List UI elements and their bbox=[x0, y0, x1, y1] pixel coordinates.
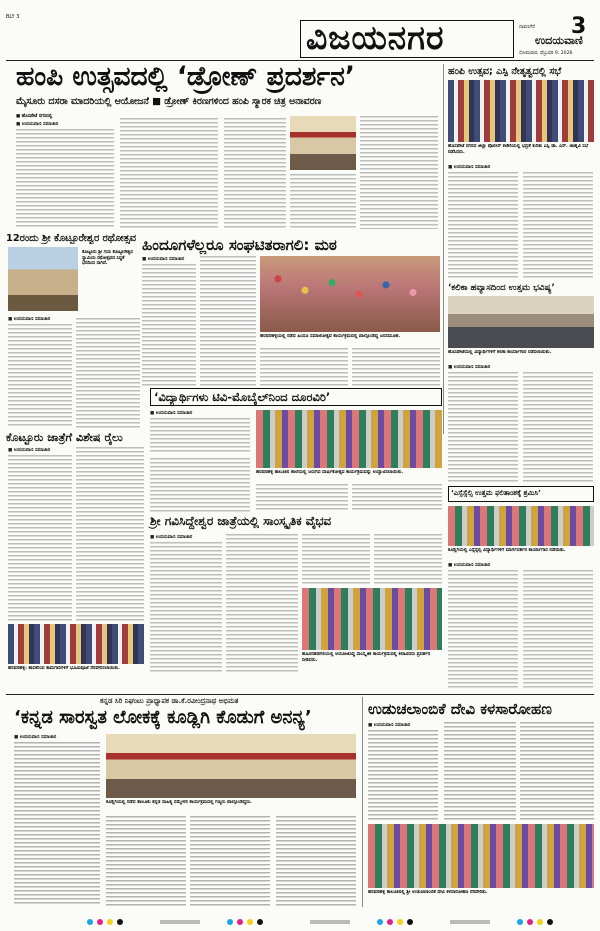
bottom-left-byline: ■ ಉದಯವಾಣಿ ಸಮಾಚಾರ bbox=[14, 735, 57, 740]
students-byline: ■ ಉದಯವಾಣಿ ಸಮಾಚಾರ bbox=[150, 411, 193, 416]
center-byline: ■ ಉದಯವಾಣಿ ಸಮಾಚಾರ bbox=[142, 257, 185, 262]
bottom-left-kicker: ಕನ್ನಡ ಸಿರಿ ನಿಘಂಟು ಪ್ರಾಧ್ಯಾಪಕ ಡಾ.ಕೆ.ರವೀಂದ್ರನಾಥ ಅಭಿಮತ bbox=[100, 697, 239, 705]
kottur-column-1 bbox=[8, 324, 72, 428]
lead-column-4 bbox=[290, 174, 356, 229]
bottom-right-headline: ಉಡುಚಲಾಂಬಿಕೆ ದೇವಿ ಕಳಸಾರೋಹಣ bbox=[368, 700, 552, 718]
bottom-right-byline: ■ ಉದಯವಾಣಿ ಸಮಾಚಾರ bbox=[368, 723, 411, 728]
bottom-left-column-1 bbox=[14, 742, 100, 906]
culture-byline: ■ ಉದಯವಾಣಿ ಸಮಾಚಾರ bbox=[150, 535, 193, 540]
lead-column-3 bbox=[224, 118, 286, 229]
fair-column-2 bbox=[76, 447, 144, 621]
students-photo bbox=[256, 410, 442, 468]
bottom-left-column-3 bbox=[190, 816, 270, 906]
bottom-left-column-4 bbox=[276, 816, 356, 906]
lead-byline: ■ ಉದಯವಾಣಿ ಸಮಾಚಾರ bbox=[16, 122, 59, 127]
lead-column-5 bbox=[360, 116, 438, 229]
color-registration-icon bbox=[80, 917, 600, 927]
kottur-temple-photo bbox=[8, 247, 78, 311]
result-photo bbox=[448, 506, 594, 546]
bottom-left-headline: ‘ಕನ್ನಡ ಸಾರಸ್ವತ ಲೋಕಕ್ಕೆ ಕೂಡ್ಲಿಗಿ ಕೊಡುಗೆ ಅನನ್ಯ’ bbox=[14, 707, 312, 728]
students-column-1 bbox=[150, 418, 250, 454]
quality-column-1 bbox=[448, 372, 518, 482]
right-top-column-1 bbox=[448, 172, 518, 280]
students-column-3 bbox=[352, 484, 442, 512]
fair-photo bbox=[8, 624, 144, 664]
culture-column-4 bbox=[374, 534, 442, 584]
center-column-2 bbox=[200, 256, 256, 386]
lead-subhead: ಮೈಸೂರು ದಸರಾ ಮಾದರಿಯಲ್ಲಿ ಆಯೋಜನೆ ■ ಡ್ರೋಣ್ ಕಿರಣಗಳಿಂದ ಹಂಪಿ ಸ್ಮಾರಕ ಚಿತ್ರ ಅನಾವರಣ bbox=[16, 96, 322, 107]
page-number: 3 bbox=[571, 14, 587, 39]
column-divider bbox=[443, 64, 444, 434]
bottom-right-column-3 bbox=[520, 722, 594, 820]
section-title: ವಿಜಯನಗರ bbox=[306, 18, 445, 57]
issue-date: ಸೋಮವಾರ, ಫೆಬ್ರುವರಿ 9, 2026 bbox=[519, 51, 573, 56]
lead-byline-place: ■ ಹೊಸಪೇಟೆ ನಗರದಲ್ಲಿ bbox=[16, 114, 53, 119]
lead-photo-stage bbox=[290, 116, 356, 170]
culture-column-3 bbox=[302, 534, 370, 584]
bottom-left-column-2 bbox=[106, 816, 186, 906]
right-top-column-2 bbox=[523, 172, 593, 280]
fair-headline: ಕೊಟ್ಟೂರು ಜಾತ್ರೆಗೆ ವಿಶೇಷ ರೈಲು bbox=[6, 431, 123, 444]
quality-column-2 bbox=[523, 372, 593, 482]
culture-column-1 bbox=[150, 542, 222, 672]
bottom-right-photo bbox=[368, 824, 594, 888]
kottur-column-2 bbox=[76, 318, 140, 428]
lead-column-2 bbox=[120, 118, 218, 229]
right-top-byline: ■ ಉದಯವಾಣಿ ಸಮಾಚಾರ bbox=[448, 165, 491, 170]
center-caption: ಹರಪನಹಳ್ಳಿಯಲ್ಲಿ ನಡೆದ ಹಿಂದೂ ಸಮಾಜೋತ್ಸವ ಕಾರ್ಯಕ್ರಮದಲ್ಲಿ ಪಾಲ್ಗೊಂಡಿದ್ದ ಜನಸಮೂಹ. bbox=[260, 334, 401, 339]
kottur-headline: 12ರಂದು ಶ್ರೀ ಕೊಟ್ಟೂರೇಶ್ವರ ರಥೋತ್ಸವ bbox=[6, 233, 136, 244]
fair-caption: ಹರಪನಹಳ್ಳಿ: ಶಾಸಕರಿಂದ ಕಾಮಗಾರಿಗಳಿಗೆ ಭೂಮಿಪೂಜೆ ನೆರವೇರಿಸಲಾಯಿತು. bbox=[8, 666, 120, 671]
bottom-section-rule bbox=[6, 694, 594, 695]
center-column-3 bbox=[260, 348, 348, 386]
result-column-1 bbox=[448, 570, 518, 688]
bottom-divider bbox=[362, 697, 363, 907]
bottom-left-photo bbox=[106, 734, 356, 798]
center-headline: ಹಿಂದೂಗಳೆಲ್ಲರೂ ಸಂಘಟಿತರಾಗಲಿ: ಮಠ bbox=[142, 236, 337, 254]
paper-tag: ದಾವಣಗೆರೆ bbox=[519, 25, 535, 30]
quality-headline: ‘ಕಲಿಕಾ ಹವ್ಯಾಸದಿಂದ ಉತ್ತಮ ಭವಿಷ್ಯ’ bbox=[448, 283, 555, 293]
culture-headline: ಶ್ರೀ ಗವಿಸಿದ್ದೇಶ್ವರ ಜಾತ್ರೆಯಲ್ಲಿ ಸಾಂಸ್ಕೃತಿಕ ವೈಭವ bbox=[150, 514, 332, 528]
right-top-photo bbox=[448, 80, 594, 142]
students-column-4 bbox=[150, 458, 250, 512]
paper-name: ಉದಯವಾಣಿ bbox=[535, 34, 583, 47]
center-crowd-photo bbox=[260, 256, 440, 332]
kottur-byline: ■ ಉದಯವಾಣಿ ಸಮಾಚಾರ bbox=[8, 317, 51, 322]
right-top-caption: ಹೊಸಪೇಟೆ ನಗರದ ಜಿಲ್ಲಾ ಪೊಲೀಸ್ ಕಚೇರಿಯಲ್ಲಿ ಭದ್ರತೆ ಕುರಿತು ಎಸ್ಪಿ ಡಾ. ಎಸ್. ಜಾಹ್ನವಿ ಸಭೆ ನಡೆಸಿದರು. bbox=[448, 144, 589, 155]
registration-marks bbox=[80, 912, 600, 922]
fair-column-1 bbox=[8, 455, 72, 621]
lead-headline: ಹಂಪಿ ಉತ್ಸವದಲ್ಲಿ ‘ಡ್ರೋಣ್ ಪ್ರದರ್ಶನ’ bbox=[16, 61, 355, 92]
bottom-right-column-1 bbox=[368, 730, 438, 820]
result-caption: ಕೂಡ್ಲಿಗಿಯಲ್ಲಿ ಎಸ್ಸೆಸ್ಸೆಲ್ಸಿ ವಿದ್ಯಾರ್ಥಿಗಳಿಗೆ ಮಾರ್ಗದರ್ಶನ ಕಾರ್ಯಾಗಾರ ನಡೆಯಿತು. bbox=[448, 548, 566, 553]
quality-caption: ಹೊಸಪೇಟೆಯಲ್ಲಿ ವಿದ್ಯಾರ್ಥಿಗಳಿಗೆ ಕಲಿಕಾ ಕಾರ್ಯಾಗಾರ ನಡೆಸಲಾಯಿತು. bbox=[448, 350, 552, 355]
bottom-right-caption: ಹರಪನಹಳ್ಳಿ ತಾಲೂಕಿನಲ್ಲಿ ಶ್ರೀ ಉಡುಚಲಾಂಬಿಕೆ ದೇವಿ ಕಳಸಾರೋಹಣ ನೆರವೇರಿತು. bbox=[368, 890, 488, 895]
page-code: BLY 3 bbox=[6, 14, 20, 20]
result-byline: ■ ಉದಯವಾಣಿ ಸಮಾಚಾರ bbox=[448, 563, 491, 568]
kottur-side-note: ಕೊಟ್ಟೂರು ಶ್ರೀ ಗುರು ಕೊಟ್ಟೂರೇಶ್ವರ ಸ್ವಾಮಿಯ ರಥೋತ್ಸವದ ಸಿದ್ಧತೆ ಭರದಿಂದ ಸಾಗಿದೆ. bbox=[82, 250, 133, 267]
fair-byline: ■ ಉದಯವಾಣಿ ಸಮಾಚಾರ bbox=[8, 448, 51, 453]
quality-photo bbox=[448, 296, 594, 348]
culture-column-2 bbox=[226, 534, 298, 672]
result-headline: ‘ಎಸ್ಸೆಸ್ಸೆಲ್ಸಿ ಉತ್ತಮ ಫಲಿತಾಂಶಕ್ಕೆ ಶ್ರಮಿಸಿ’ bbox=[451, 489, 541, 497]
center-column-1 bbox=[142, 264, 196, 386]
bottom-left-caption: ಕೂಡ್ಲಿಗಿಯಲ್ಲಿ ನಡೆದ ತಾಲೂಕು ಕನ್ನಡ ಸಾಹಿತ್ಯ ಸಮ್ಮೇಳನ ಕಾರ್ಯಕ್ರಮದಲ್ಲಿ ಗಣ್ಯರು ಪಾಲ್ಗೊಂಡಿದ್ದರು. bbox=[106, 800, 252, 805]
students-headline: ‘ವಿದ್ಯಾರ್ಥಿಗಳು ಟಿವಿ-ಮೊಬೈಲ್‌ನಿಂದ ದೂರವಿರಿ’ bbox=[154, 390, 331, 404]
lead-column-1 bbox=[16, 129, 114, 229]
students-column-2 bbox=[256, 484, 348, 512]
students-caption: ಹರಪನಹಳ್ಳಿ ತಾಲೂಕಿನ ಶಾಲೆಯಲ್ಲಿ ಜರುಗಿದ ವಾರ್ಷಿಕೋತ್ಸವ ಕಾರ್ಯಕ್ರಮವನ್ನು ಉದ್ಘಾಟಿಸಲಾಯಿತು. bbox=[256, 470, 404, 475]
culture-caption: ಹೂವಿನಹಡಗಲಿಯಲ್ಲಿ ಆಯೋಜಿಸಿದ್ದ ಸಾಂಸ್ಕೃತಿಕ ಕಾರ್ಯಕ್ರಮದಲ್ಲಿ ಕಲಾವಿದರು ಪ್ರದರ್ಶನ ನೀಡಿದರು. bbox=[302, 652, 431, 663]
culture-photo bbox=[302, 588, 442, 650]
right-top-headline: ಹಂಪಿ ಉತ್ಸವ; ಎಸ್ಪಿ ನೇತೃತ್ವದಲ್ಲಿ ಸಭೆ bbox=[448, 66, 562, 77]
result-column-2 bbox=[523, 570, 593, 688]
bottom-right-column-2 bbox=[444, 722, 516, 820]
quality-byline: ■ ಉದಯವಾಣಿ ಸಮಾಚಾರ bbox=[448, 365, 491, 370]
center-column-4 bbox=[352, 348, 440, 386]
